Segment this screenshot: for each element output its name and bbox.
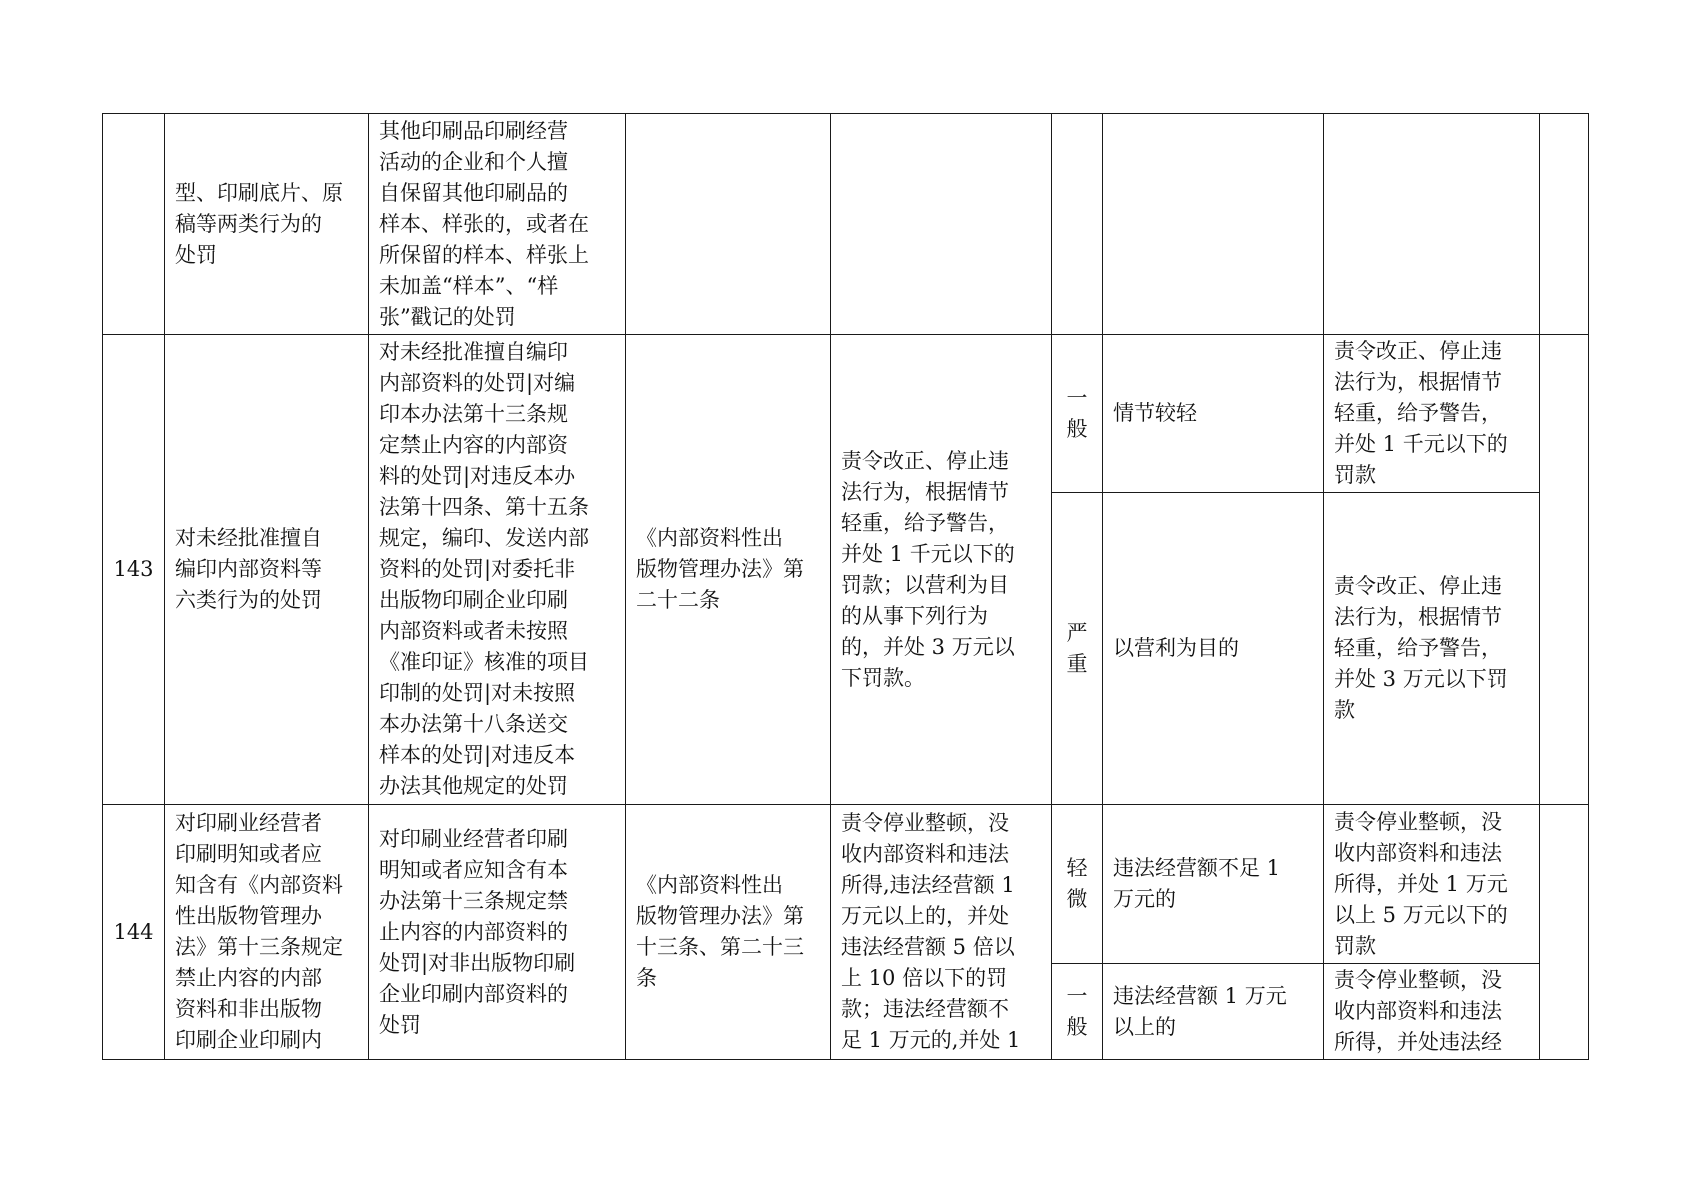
item-name-text: 对未经批准擅自 编印内部资料等 六类行为的处罚 bbox=[175, 526, 322, 612]
cell-penalty bbox=[831, 335, 1052, 805]
cell-standard bbox=[1324, 964, 1540, 1060]
penalty-text: 责令改正、停止违 法行为，根据情节 轻重，给予警告， 并处 1 千元以下的 罚款；以营利为目 的从事下列行为 的，并处 3 万元以 下罚款。 bbox=[841, 448, 1015, 690]
cell-note bbox=[1540, 114, 1589, 335]
cell-level bbox=[1052, 114, 1103, 335]
item-name-text: 型、印刷底片、原 稿等两类行为的 处罚 bbox=[175, 180, 343, 267]
cell-item-name bbox=[165, 114, 369, 335]
cell-item-name bbox=[165, 805, 369, 1060]
table-row-continued bbox=[103, 114, 1589, 335]
cell-situation bbox=[1103, 805, 1324, 964]
item-name-text: 对印刷业经营者 印刷明知或者应 知含有《内部资料 性出版物管理办 法》第十三条规定 禁止内容的内部 资料和非出版物 印刷企业印刷内 bbox=[175, 811, 343, 1052]
cell-standard bbox=[1324, 493, 1540, 805]
cell-item-content bbox=[369, 335, 626, 805]
cell-basis bbox=[626, 114, 831, 335]
cell-penalty bbox=[831, 114, 1052, 335]
item-content-text: 对未经批准擅自编印 内部资料的处罚|对编 印本办法第十三条规 定禁止内容的内部资 料的处罚|对违反本办 法第十四条、第十五条 规定，编印、发送内部 资料的处罚|对委托非 出版物印刷企业印刷 内部资料或者未按照 《准印证》核准的项目 印制的处罚|对未按照 本办法第十八条送交 样本的处罚|对违反本 办法其他规定的处罚 bbox=[379, 340, 589, 798]
penalty-text: 责令停业整顿，没 收内部资料和违法 所得,违法经营额 1 万元以上的，并处 违法经营额 5 倍以 上 10 倍以下的罚 款；违法经营额不 足 1 万元的,并处 1 bbox=[841, 811, 1021, 1052]
situation-text: 以营利为目的 bbox=[1113, 636, 1239, 660]
cell-level bbox=[1052, 335, 1103, 493]
legal-basis-text: 《内部资料性出 版物管理办法》第 二十二条 bbox=[636, 526, 804, 612]
cell-situation bbox=[1103, 335, 1324, 493]
cell-level bbox=[1052, 493, 1103, 805]
table-row-143 bbox=[103, 335, 1589, 493]
situation-text: 情节较轻 bbox=[1113, 401, 1197, 425]
cell-basis bbox=[626, 805, 831, 1060]
cell-basis bbox=[626, 335, 831, 805]
cell-level bbox=[1052, 964, 1103, 1060]
cell-item-content bbox=[369, 805, 626, 1060]
table-row-144 bbox=[103, 805, 1589, 964]
item-content-text: 其他印刷品印刷经营 活动的企业和个人擅 自保留其他印刷品的 样本、样张的，或者在 所保留的样本、样张上 未加盖“样本”、“样 张”戳记的处罚 bbox=[379, 118, 589, 329]
cell-situation bbox=[1103, 114, 1324, 335]
standard-text: 责令改正、停止违 法行为，根据情节 轻重，给予警告， 并处 1 千元以下的 罚款 bbox=[1334, 339, 1508, 487]
level-text: 严 重 bbox=[1066, 620, 1088, 676]
cell-standard bbox=[1324, 335, 1540, 493]
situation-text: 违法经营额不足 1 万元的 bbox=[1113, 856, 1281, 911]
cell-item-content bbox=[369, 114, 626, 335]
cell-level bbox=[1052, 805, 1103, 964]
cell-no bbox=[103, 335, 165, 805]
cell-note bbox=[1540, 805, 1589, 1060]
standard-text: 责令改正、停止违 法行为，根据情节 轻重，给予警告， 并处 3 万元以下罚 款 bbox=[1334, 574, 1508, 722]
cell-no bbox=[103, 114, 165, 335]
situation-text: 违法经营额 1 万元 以上的 bbox=[1113, 983, 1287, 1039]
cell-standard bbox=[1324, 805, 1540, 964]
row-number: 144 bbox=[113, 919, 154, 944]
cell-penalty bbox=[831, 805, 1052, 1060]
cell-standard bbox=[1324, 114, 1540, 335]
penalty-standard-table bbox=[102, 113, 1589, 1060]
cell-note bbox=[1540, 335, 1589, 805]
cell-item-name bbox=[165, 335, 369, 805]
level-text: 一 般 bbox=[1066, 385, 1088, 441]
legal-basis-text: 《内部资料性出 版物管理办法》第 十三条、第二十三 条 bbox=[636, 873, 804, 990]
cell-situation bbox=[1103, 964, 1324, 1060]
cell-situation bbox=[1103, 493, 1324, 805]
standard-text: 责令停业整顿，没 收内部资料和违法 所得，并处 1 万元 以上 5 万元以下的 罚款 bbox=[1334, 809, 1508, 958]
row-number: 143 bbox=[113, 557, 154, 581]
level-text: 一 般 bbox=[1066, 983, 1088, 1039]
standard-text: 责令停业整顿，没 收内部资料和违法 所得，并处违法经 bbox=[1334, 968, 1502, 1054]
level-text: 轻 微 bbox=[1066, 856, 1088, 911]
cell-no bbox=[103, 805, 165, 1060]
item-content-text: 对印刷业经营者印刷 明知或者应知含有本 办法第十三条规定禁 止内容的内部资料的 处罚|对非出版物印刷 企业印刷内部资料的 处罚 bbox=[379, 826, 576, 1037]
